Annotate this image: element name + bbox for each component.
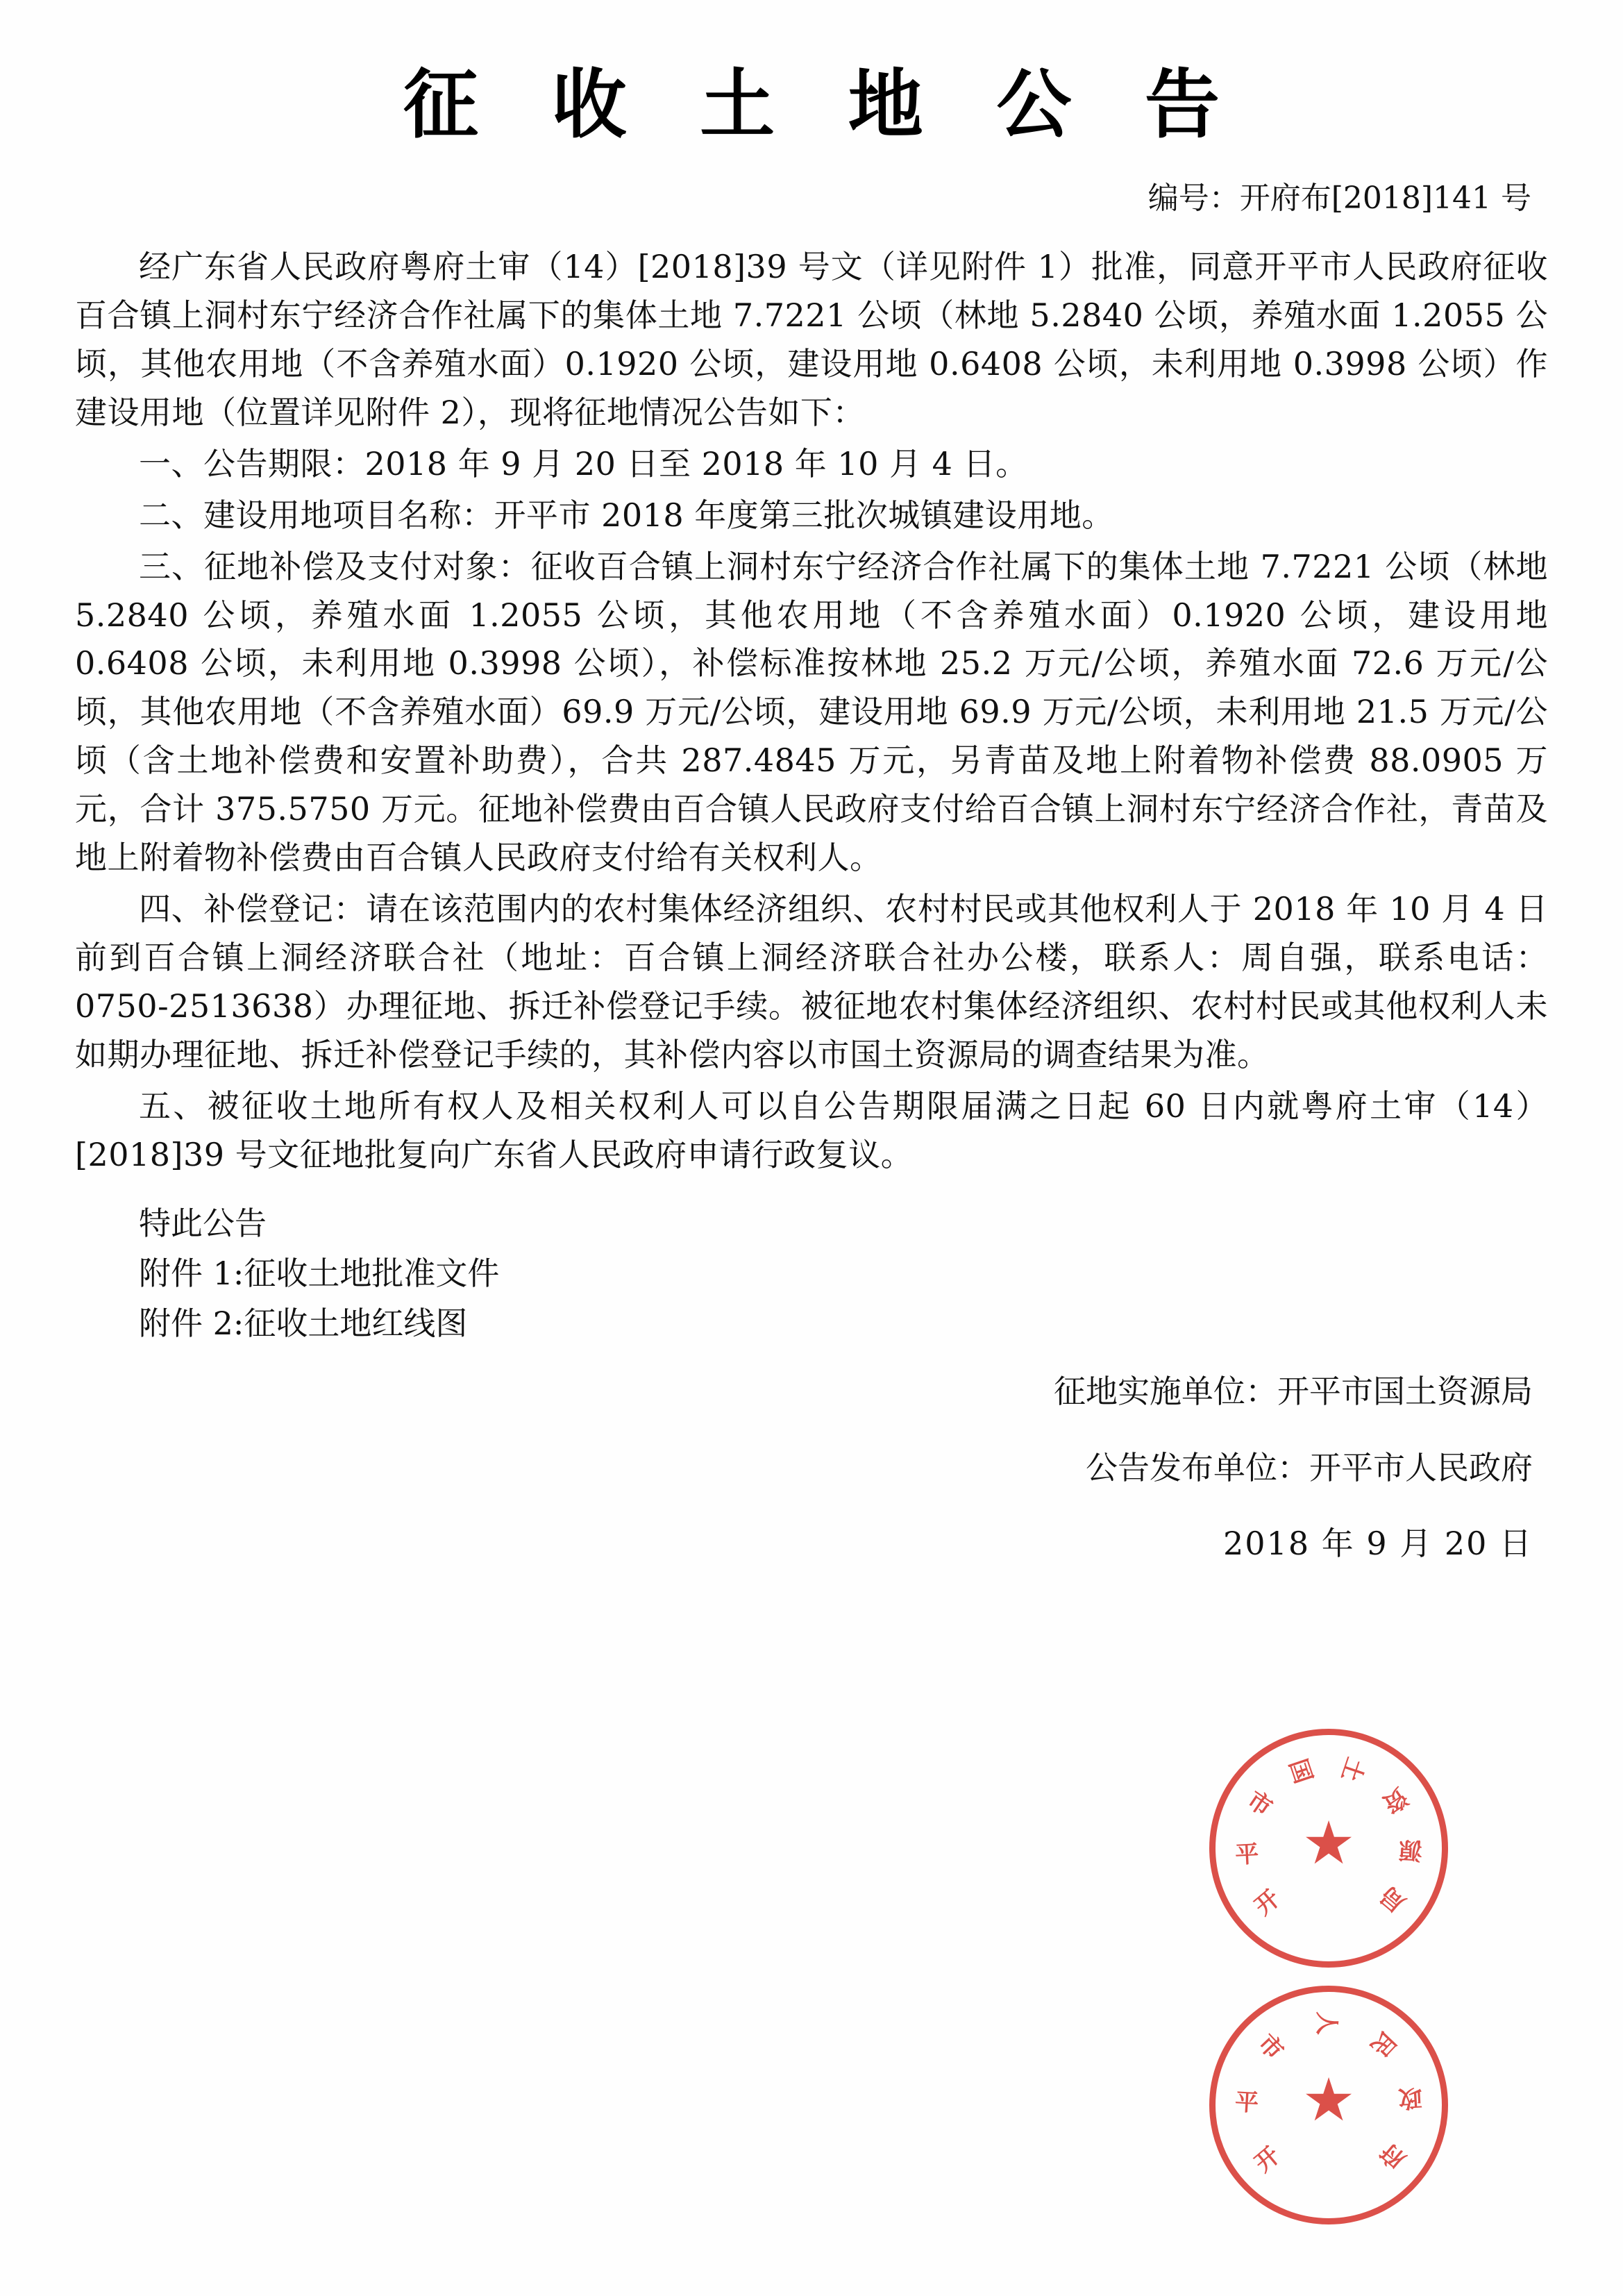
implementing-unit: 征地实施单位：开平市国土资源局 xyxy=(1054,1373,1533,1411)
signature-block xyxy=(75,1366,1548,1570)
paragraph-article-3: 三、征地补偿及支付对象：征收百合镇上洞村东宁经济合作社属下的集体土地 7.7221 公顷（林地 5.2840 公顷，养殖水面 1.2055 公顷，其他农用地（不含养殖水面）0.1920 公顷，建设用地 0.6408 公顷，未利用地 0.3998 公顷），补偿标准按林地 25.2 万元/公顷，养殖水面 72.6 万元/公顷，其他农用地（不含养殖水面）69.9 万元/公顷，建设用地 69.9 万元/公顷，未利用地 21.5 万元/公顷（含土地补偿费和安置补助费），合共 287.4845 万元，另青苗及地上附着物补偿费 88.0905 万元，合计 375.5750 万元。征地补偿费由百合镇人民政府支付给百合镇上洞村东宁经济合作社，青苗及地上附着物补偿费由百合镇人民政府支付给有关权利人。 xyxy=(75,547,1548,877)
document-number: 编号：开府布[2018]141 号 xyxy=(1147,181,1531,216)
announcement-date: 2018 年 9 月 20 日 xyxy=(1223,1525,1533,1563)
seal-char: 开 xyxy=(1249,1884,1286,1921)
seal-char: 政 xyxy=(1397,2083,1423,2113)
document-body xyxy=(75,243,1548,1179)
issuing-unit: 公告发布单位：开平市人民政府 xyxy=(1086,1448,1533,1486)
star-icon: ★ xyxy=(1302,1809,1356,1879)
seal-char: 市 xyxy=(1252,2029,1289,2065)
seal-char: 民 xyxy=(1365,2025,1402,2062)
attachment-2: 附件 2:征收土地红线图 xyxy=(139,1305,468,1343)
seal-char: 土 xyxy=(1335,1754,1370,1786)
seal-ring xyxy=(1216,1735,1442,1961)
paragraph-article-5: 五、被征收土地所有权人及相关权利人可以自公告期限届满之日起 60 日内就粤府土审（14）[2018]39 号文征地批复向广东省人民政府申请行政复议。 xyxy=(75,1087,1548,1173)
land-resources-bureau-seal xyxy=(1209,1729,1448,1968)
seal-char: 国 xyxy=(1283,1755,1318,1787)
paragraph-article-4: 四、补偿登记：请在该范围内的农村集体经济组织、农村村民或其他权利人于 2018 年 10 月 4 日前到百合镇上洞经济联合社（地址：百合镇上洞经济联合社办公楼，联系人：周自强，联系电话：0750-2513638）办理征地、拆迁补偿登记手续。被征地农村集体经济组织、农村村民或其他权利人未如期办理征地、拆迁补偿登记手续的，其补偿内容以市国土资源局的调查结果为准。 xyxy=(75,889,1548,1073)
closing-block xyxy=(75,1200,1548,1348)
seal-ring xyxy=(1216,1992,1442,2218)
attachment-1: 附件 1:征收土地批准文件 xyxy=(139,1255,500,1293)
seal-char: 平 xyxy=(1234,2088,1260,2118)
page-title: 征 收 土 地 公 告 xyxy=(403,61,1243,149)
seal-char: 人 xyxy=(1312,2011,1340,2035)
closing-notice: 特此公告 xyxy=(139,1205,267,1243)
paragraph-intro: 经广东省人民政府粤府土审（14）[2018]39 号文（详见附件 1）批准，同意开平市人民政府征收百合镇上洞村东宁经济合作社属下的集体土地 7.7221 公顷（林地 5.2840 公顷，养殖水面 1.2055 公顷，其他农用地（不含养殖水面）0.1920 公顷，建设用地 0.6408 公顷，未利用地 0.3998 公顷）作建设用地（位置详见附件 2），现将征地情况公告如下： xyxy=(75,248,1548,431)
seal-char: 资 xyxy=(1377,1782,1413,1818)
star-icon: ★ xyxy=(1302,2065,1356,2136)
seal-ring-text xyxy=(1216,1992,1442,2218)
seal-char: 平 xyxy=(1234,1840,1260,1870)
seal-char: 开 xyxy=(1249,2141,1286,2178)
municipal-government-seal xyxy=(1209,1986,1448,2224)
seal-char: 市 xyxy=(1242,1786,1277,1822)
paragraph-article-1: 一、公告期限：2018 年 9 月 20 日至 2018 年 10 月 4 日。 xyxy=(139,444,1028,483)
seal-char: 局 xyxy=(1374,1880,1411,1918)
paragraph-article-2: 二、建设用地项目名称：开平市 2018 年度第三批次城镇建设用地。 xyxy=(139,496,1114,534)
seal-char: 府 xyxy=(1374,2137,1411,2175)
seal-ring-text xyxy=(1216,1735,1442,1961)
seal-char: 源 xyxy=(1398,1835,1424,1865)
